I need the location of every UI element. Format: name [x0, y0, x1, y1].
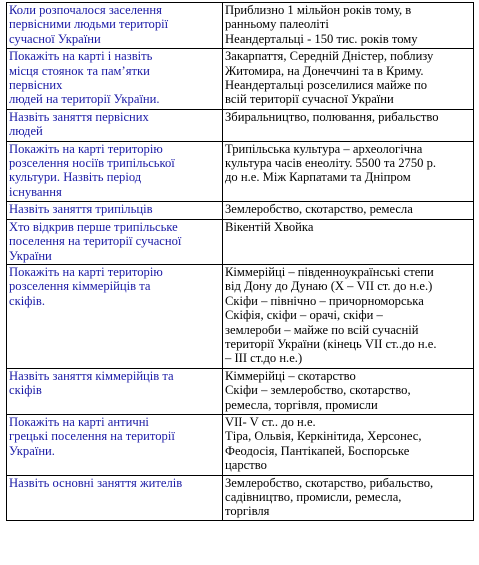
answer-line: землероби – майже по всій сучасній [225, 322, 419, 337]
table-row [7, 264, 474, 368]
question-line: місця стоянок та пам’ятки [9, 63, 150, 78]
question-cell [7, 49, 223, 110]
answer-line: від Дону до Дунаю (Х – VII ст. до н.е.) [225, 279, 433, 294]
answer-line: VII- V ст.. до н.е. [225, 414, 316, 429]
question-cell [7, 475, 223, 520]
answer-line: Тіра, Ольвія, Керкінітида, Херсонес, [225, 429, 422, 444]
answer-line: садівництво, промисли, ремесла, [225, 490, 402, 504]
question-line: України [9, 248, 52, 263]
answer-line: Приблизно 1 мільйон років тому, в [225, 3, 412, 17]
answer-cell [223, 109, 474, 141]
answer-line: Кіммерійці – скотарство [225, 368, 356, 383]
question-line: людей [9, 124, 43, 139]
question-line: Назвіть основні заняття жителів [9, 475, 183, 490]
question-line: поселення на території сучасної [9, 234, 182, 249]
question-cell [7, 414, 223, 475]
answer-line: ранньому палеоліті [225, 17, 329, 32]
answer-cell [223, 141, 474, 202]
answer-line: ремесла, торгівля, промисли [225, 397, 378, 412]
answer-cell [223, 414, 474, 475]
question-line: Хто відкрив перше трипільське [9, 219, 178, 234]
answer-cell [223, 3, 474, 49]
question-cell [7, 368, 223, 414]
question-line: культури. Назвіть період [9, 170, 142, 185]
question-line: людей на території України. [9, 92, 160, 107]
answer-line: Скіфія, скіфи – орачі, скіфи – [225, 308, 383, 323]
qa-table [6, 2, 474, 521]
answer-line: всій території сучасної України [225, 92, 394, 107]
qa-table-body [7, 3, 474, 521]
table-row [7, 202, 474, 219]
answer-line: Землеробство, скотарство, рибальство, [225, 475, 434, 490]
question-line: розселення носіїв трипільської [9, 156, 175, 171]
question-line: первісних [9, 78, 63, 93]
question-line: скіфів. [9, 293, 45, 308]
answer-line: Житомира, на Донеччині та в Криму. [225, 63, 424, 78]
question-line: первісними людьми території [9, 17, 169, 32]
answer-line: до н.е. Між Карпатами та Дніпром [225, 170, 411, 185]
question-line: Покажіть на карті територію [9, 141, 163, 156]
question-line: України. [9, 443, 55, 458]
table-row [7, 414, 474, 475]
answer-line: Закарпаття, Середній Дністер, поблизу [225, 49, 434, 64]
question-line: грецькі поселення на території [9, 429, 175, 444]
question-line: Покажіть на карті і назвіть [9, 49, 153, 64]
question-line: розселення кіммерійців та [9, 279, 151, 294]
answer-line: Вікентій Хвойка [225, 219, 314, 234]
question-cell [7, 202, 223, 219]
question-cell [7, 109, 223, 141]
table-row [7, 141, 474, 202]
table-row [7, 219, 474, 264]
answer-cell [223, 475, 474, 520]
question-cell [7, 3, 223, 49]
question-line: Покажіть на карті територію [9, 264, 163, 279]
answer-line: царство [225, 458, 267, 473]
answer-cell [223, 219, 474, 264]
question-line: існування [9, 184, 62, 199]
answer-line: Трипільська культура – археологічна [225, 141, 423, 156]
answer-line: Кіммерійці – південноукраїнські степи [225, 264, 434, 279]
question-cell [7, 264, 223, 368]
answer-line: Скіфи – землеробство, скотарство, [225, 383, 411, 398]
answer-line: Скіфи – північно – причорноморська [225, 293, 424, 308]
table-row [7, 49, 474, 110]
answer-line: Неандертальці розселилися майже по [225, 78, 428, 93]
question-cell [7, 219, 223, 264]
answer-cell [223, 368, 474, 414]
question-line: Коли розпочалося заселення [9, 3, 162, 17]
answer-cell [223, 202, 474, 219]
table-row [7, 109, 474, 141]
question-line: сучасної України [9, 31, 101, 46]
answer-line: торгівля [225, 504, 270, 519]
question-line: Назвіть заняття кіммерійців та [9, 368, 174, 383]
question-cell [7, 141, 223, 202]
answer-cell [223, 49, 474, 110]
question-line: Назвіть заняття трипільців [9, 202, 153, 217]
question-line: скіфів [9, 383, 42, 398]
answer-line: Неандертальці - 150 тис. років тому [225, 31, 418, 46]
table-row [7, 368, 474, 414]
answer-line: культура часів енеоліту. 5500 та 2750 р. [225, 156, 437, 171]
question-line: Покажіть на карті античні [9, 414, 149, 429]
answer-line: Землеробство, скотарство, ремесла [225, 202, 413, 217]
answer-line: Феодосія, Пантікапей, Боспорське [225, 443, 410, 458]
table-row [7, 475, 474, 520]
answer-cell [223, 264, 474, 368]
table-row [7, 3, 474, 49]
answer-line: – III ст.до н.е.) [225, 351, 303, 366]
question-line: Назвіть заняття первісних [9, 109, 149, 124]
answer-line: території України (кінець VII ст..до н.е. [225, 336, 437, 351]
answer-line: Збиральництво, полювання, рибальство [225, 109, 439, 124]
